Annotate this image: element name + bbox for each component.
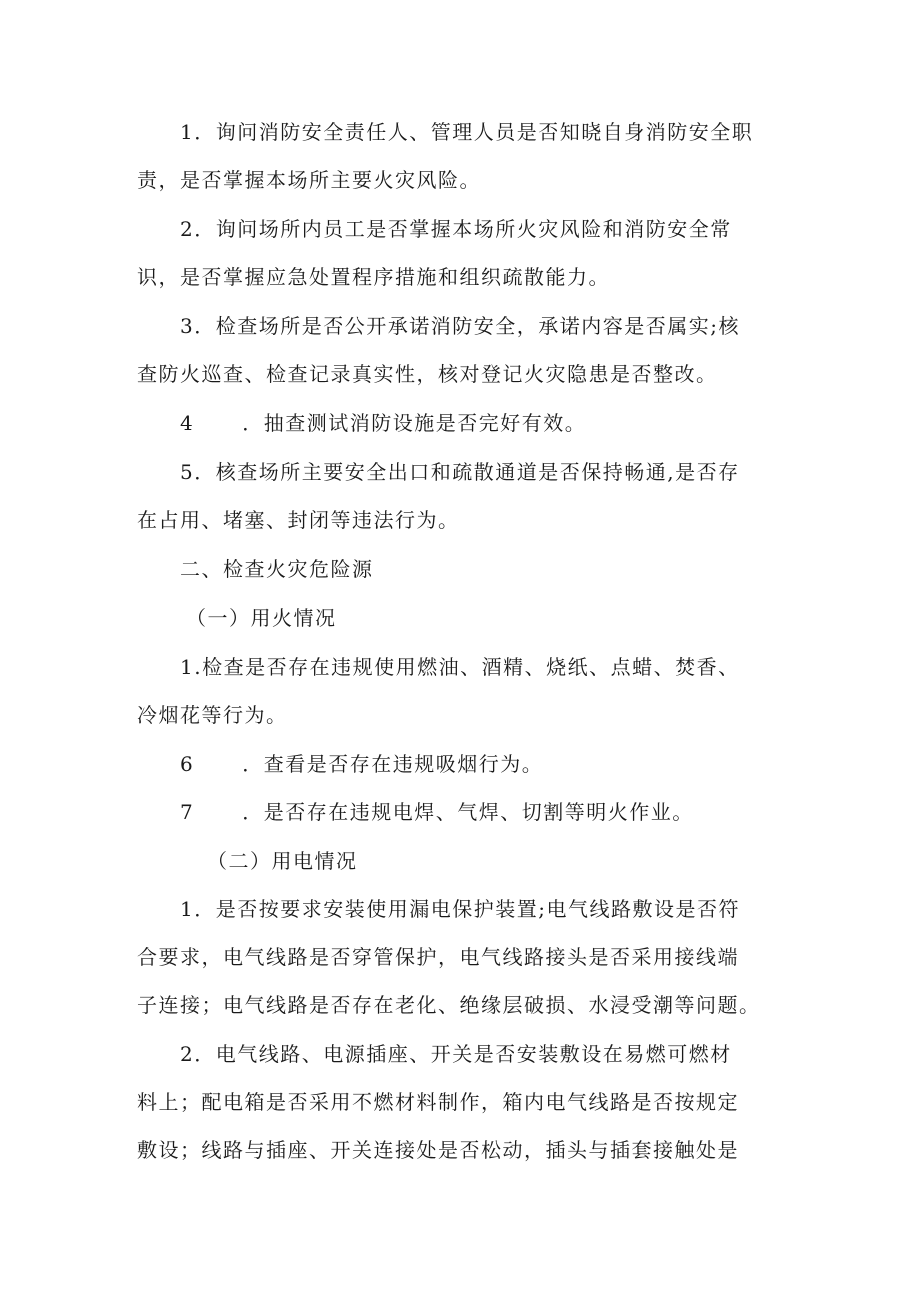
subsection-heading: （二）用电情况 [207, 849, 358, 873]
paragraph-line: 子连接；电气线路是否存在老化、绝缘层破损、水浸受潮等问题。 [137, 993, 761, 1017]
paragraph-line [180, 798, 694, 826]
item-number: 6 [180, 752, 195, 776]
paragraph-line [180, 750, 543, 778]
paragraph-line: 3．检查场所是否公开承诺消防安全，承诺内容是否属实;核 [180, 314, 740, 338]
item-text: ．抽查测试消防设施是否完好有效。 [242, 411, 587, 435]
item-text: ．查看是否存在违规吸烟行为。 [242, 752, 544, 776]
paragraph-line: 2．电气线路、电源插座、开关是否安装敷设在易燃可燃材 [180, 1042, 732, 1066]
paragraph-line [180, 409, 586, 437]
item-text: ．是否存在违规电焊、气焊、切割等明火作业。 [242, 800, 694, 824]
paragraph-line: 1．是否按要求安装使用漏电保护装置;电气线路敷设是否符 [180, 897, 740, 921]
paragraph-line: 1.检查是否存在违规使用燃油、酒精、烧纸、点蜡、焚香、 [180, 655, 740, 679]
paragraph-line: 敷设；线路与插座、开关连接处是否松动，插头与插套接触处是 [137, 1138, 739, 1162]
paragraph-line: 合要求，电气线路是否穿管保护，电气线路接头是否采用接线端 [137, 945, 739, 969]
paragraph-line: 在占用、堵塞、封闭等违法行为。 [137, 508, 460, 532]
paragraph-line: 2．询问场所内员工是否掌握本场所火灾风险和消防安全常 [180, 217, 732, 241]
paragraph-line: 查防火巡查、检查记录真实性，核对登记火灾隐患是否整改。 [137, 362, 718, 386]
paragraph-line: 1．询问消防安全责任人、管理人员是否知晓自身消防安全职 [180, 120, 754, 144]
item-number: 7 [180, 800, 195, 824]
paragraph-line: 责，是否掌握本场所主要火灾风险。 [137, 168, 481, 192]
paragraph-line: 5．核查场所主要安全出口和疏散通道是否保持畅通,是否存 [180, 460, 740, 484]
section-heading: 二、检查火灾危险源 [180, 557, 374, 581]
subsection-heading: （一）用火情况 [186, 606, 337, 630]
paragraph-line: 识，是否掌握应急处置程序措施和组织疏散能力。 [137, 265, 610, 289]
paragraph-line: 冷烟花等行为。 [137, 703, 288, 727]
paragraph-line: 料上；配电箱是否采用不燃材料制作，箱内电气线路是否按规定 [137, 1090, 739, 1114]
item-number: 4 [180, 411, 195, 435]
